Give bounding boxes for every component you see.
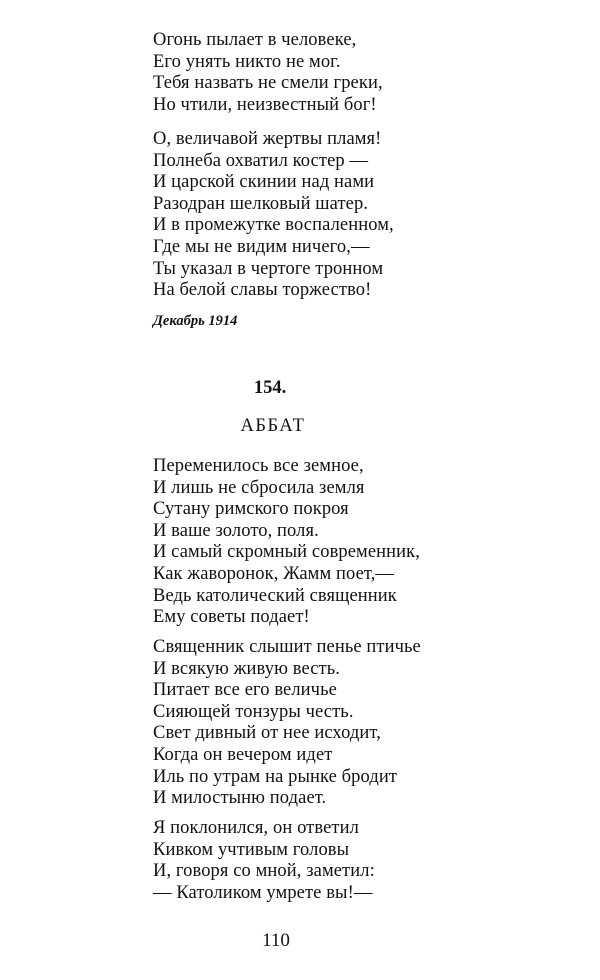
stanza — [153, 818, 375, 904]
verse-line: Но чтили, неизвестный бог! — [153, 94, 377, 115]
verse-line: И царской скинии над нами — [153, 172, 375, 193]
verse-line: И милостыню подает. — [153, 788, 327, 809]
stanza — [153, 456, 420, 629]
verse-line: И ваше золото, поля. — [153, 520, 319, 541]
verse-line: Полнеба охватил костер — — [153, 150, 369, 171]
verse-line: О, величавой жертвы пламя! — [153, 129, 382, 149]
verse-line: Ведь католический священник — [153, 585, 397, 606]
poem-number: 154. — [253, 378, 287, 398]
verse-line: Я поклонился, он ответил — [153, 818, 359, 838]
verse-line: Ему советы подает! — [153, 607, 310, 628]
verse-line: Иль по утрам на рынке бродит — [153, 766, 398, 787]
verse-line: Тебя назвать не смели греки, — [153, 73, 383, 94]
stanza — [153, 637, 421, 810]
verse-line: Как жаворонок, Жамм поет,— — [153, 563, 395, 584]
verse-line: Питает все его величье — [153, 680, 337, 701]
verse-line: И всякую живую весть. — [153, 658, 340, 679]
verse-line: И лишь не сбросила земля — [153, 477, 365, 498]
verse-line: Сутану римского покроя — [153, 499, 349, 520]
verse-line: Огонь пылает в человеке, — [153, 30, 357, 50]
verse-line: И самый скромный современник, — [153, 542, 420, 563]
verse-line: Когда он вечером идет — [153, 744, 333, 765]
verse-line: Его унять никто не мог. — [153, 51, 341, 72]
verse-line: Свет дивный от нее исходит, — [153, 723, 381, 744]
verse-line: На белой славы торжество! — [153, 280, 372, 301]
verse-line: Священник слышит пенье птичье — [153, 637, 421, 657]
verse-line: Сияющей тонзуры честь. — [153, 701, 354, 722]
verse-line: Разодран шелковый шатер. — [153, 193, 369, 214]
stanza — [153, 129, 394, 302]
poem-title: АББАТ — [240, 416, 306, 436]
verse-line: И, говоря со мной, заметил: — [153, 861, 375, 882]
verse-line: И в промежутке воспаленном, — [153, 215, 394, 236]
verse-line: Переменилось все земное, — [153, 456, 364, 476]
stanza — [153, 30, 383, 116]
verse-line: Где мы не видим ничего,— — [153, 236, 370, 257]
page-number: 110 — [262, 930, 290, 951]
verse-line: — Католиком умрете вы!— — [153, 882, 373, 903]
verse-line: Кивком учтивым головы — [153, 839, 350, 860]
verse-line: Ты указал в чертоге тронном — [153, 258, 384, 279]
poem-date: Декабрь 1914 — [153, 313, 238, 329]
